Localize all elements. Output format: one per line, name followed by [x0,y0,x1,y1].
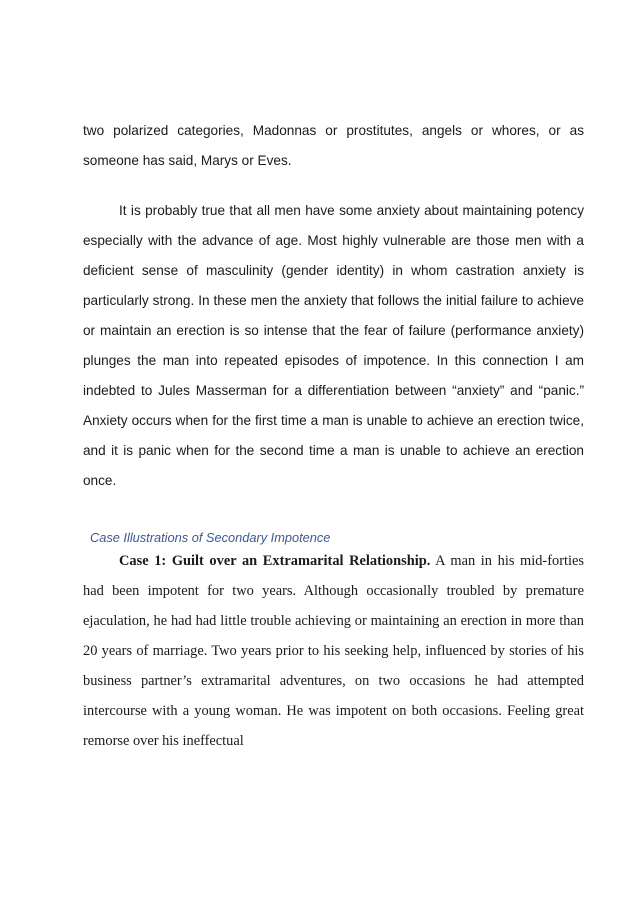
section-heading: Case Illustrations of Secondary Impotence [90,530,331,545]
case-1-title: Case 1: Guilt over an Extramarital Relationship. [119,553,431,569]
paragraph-anxiety-panic: It is probably true that all men have some anxiety about maintaining potency especially with the advance of age. Most highly vulnerable are those men with a deficient sense of masculinity (gender identity) in whom castration anxiety is particularly strong. In these men the anxiety that follows the initial failure to achieve or maintain an erection is so intense that the fear of failure (performance anxiety) plunges the man into repeated episodes of impotence. In this connection I am indebted to Jules Masserman for a differentiation between “anxiety” and “panic.” Anxiety occurs when for the first time a man is unable to achieve an erection twice, and it is panic when for the second time a man is unable to achieve an erection once. [83,203,584,488]
case-1-paragraph [83,546,584,756]
paragraph-continuation: two polarized categories, Madonnas or prostitutes, angels or whores, or as someone has said, Marys or Eves. [83,123,584,168]
case-1-body: A man in his mid-forties had been impotent for two years. Although occasionally troubled by premature ejaculation, he had had little trouble achieving or maintaining an erection in more than 20 years of marriage. Two years prior to his seeking help, influenced by stories of his business partner’s extramarital adventures, on two occasions he had attempted intercourse with a young woman. He was impotent on both occasions. Feeling great remorse over his ineffectual [83,553,584,749]
